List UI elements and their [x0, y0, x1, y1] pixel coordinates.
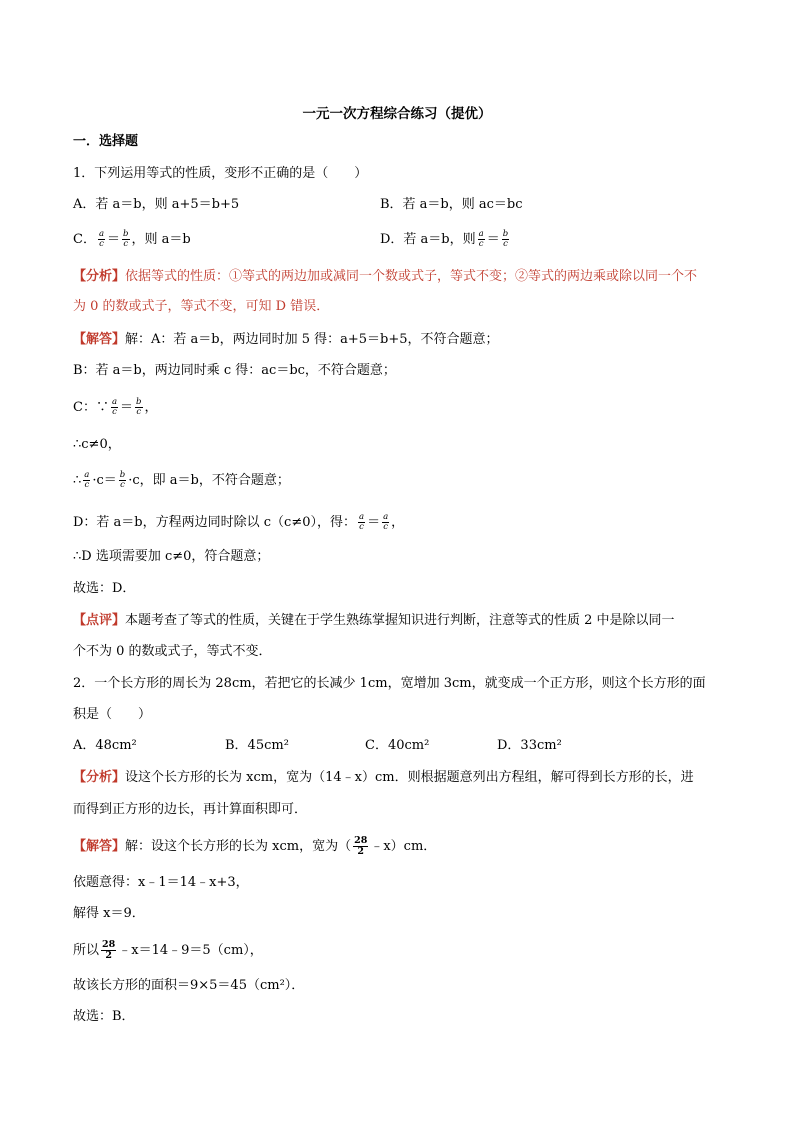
q1-option-d: D．若 a＝b，则 $\frac{a}{c}$ ＝ $\frac{b}{c}$	[380, 229, 509, 249]
page-title: 一元一次方程综合练习（提优）	[302, 106, 492, 122]
q1-comment-line2: 个不为 0 的数或式子，等式不变．	[73, 644, 272, 659]
q1-answer-line6: D：若 a＝b，方程两边同时除以 c（c≠0），得： $\frac{a}{c}$ ＝ $\frac{a}{c}$ ，	[73, 512, 405, 532]
q1-answer-line4: ∴c≠0，	[73, 437, 121, 452]
q2-option-c: C．40cm²	[365, 738, 430, 753]
q1-option-b: B．若 a＝b，则 ac＝bc	[380, 197, 523, 212]
q1-stem: 1．下列运用等式的性质，变形不正确的是（ ）	[73, 166, 368, 181]
q1-answer-line2: B：若 a＝b，两边同时乘 c 得：ac＝bc，不符合题意；	[73, 363, 396, 378]
q2-answer-line2: 依题意得：x﹣1＝14﹣x+3，	[73, 875, 249, 890]
q1-option-a: A．若 a＝b，则 a+5＝b+5	[73, 197, 240, 212]
q2-analysis-line1: 【分析】设这个长方形的长为 xcm，宽为（14﹣x）cm．则根据题意列出方程组，解可得到长方形的长，进	[73, 770, 694, 785]
q2-answer-line3: 解得 x＝9．	[73, 906, 145, 921]
q1-analysis-line2: 为 0 的数或式子，等式不变，可知 D 错误．	[73, 299, 330, 314]
section-heading: 一．选择题	[73, 134, 139, 149]
q2-option-a: A．48cm²	[73, 738, 137, 753]
q2-answer-line1: 【解答】解：设这个长方形的长为 xcm，宽为（ $\frac{28}{2}$ ﹣x）cm．	[73, 835, 437, 857]
q2-option-d: D．33cm²	[497, 738, 562, 753]
q1-answer-line7: ∴D 选项需要加 c≠0，符合题意；	[73, 549, 270, 564]
q1-answer-line5: ∴ $\frac{a}{c}$ ·c＝ $\frac{b}{c}$ ·c，即 a＝b，不符合题意；	[73, 470, 290, 490]
q2-answer-line6: 故选：B．	[73, 1009, 135, 1024]
q1-analysis-line1: 【分析】依据等式的性质：①等式的两边加或减同一个数或式子，等式不变；②等式的两边乘或除以同一个不	[73, 269, 698, 284]
q2-analysis-line2: 而得到正方形的边长，再计算面积即可．	[73, 802, 308, 817]
q1-answer-line3: C：∵ $\frac{a}{c}$ ＝ $\frac{b}{c}$ ，	[73, 397, 158, 417]
q2-stem-line1: 2．一个长方形的周长为 28cm，若把它的长减少 1cm，宽增加 3cm，就变成一个正方形，则这个长方形的面	[73, 676, 706, 691]
q2-answer-line5: 故该长方形的面积＝9×5＝45（cm²）．	[73, 978, 305, 993]
q2-answer-line4: 所以 $\frac{28}{2}$ ﹣x＝14﹣9＝5（cm），	[73, 939, 263, 961]
q1-answer-line8: 故选：D．	[73, 581, 136, 596]
q1-option-c: C． $\frac{a}{c}$ ＝ $\frac{b}{c}$ ，则 a＝b	[73, 229, 191, 249]
q1-comment-line1: 【点评】本题考查了等式的性质，关键在于学生熟练掌握知识进行判断，注意等式的性质 2 中是除以同一	[73, 613, 675, 628]
q2-stem-line2: 积是（ ）	[73, 707, 152, 722]
q2-option-b: B．45cm²	[225, 738, 289, 753]
q1-answer-line1: 【解答】解：A：若 a＝b，两边同时加 5 得：a+5＝b+5，不符合题意；	[73, 332, 499, 347]
